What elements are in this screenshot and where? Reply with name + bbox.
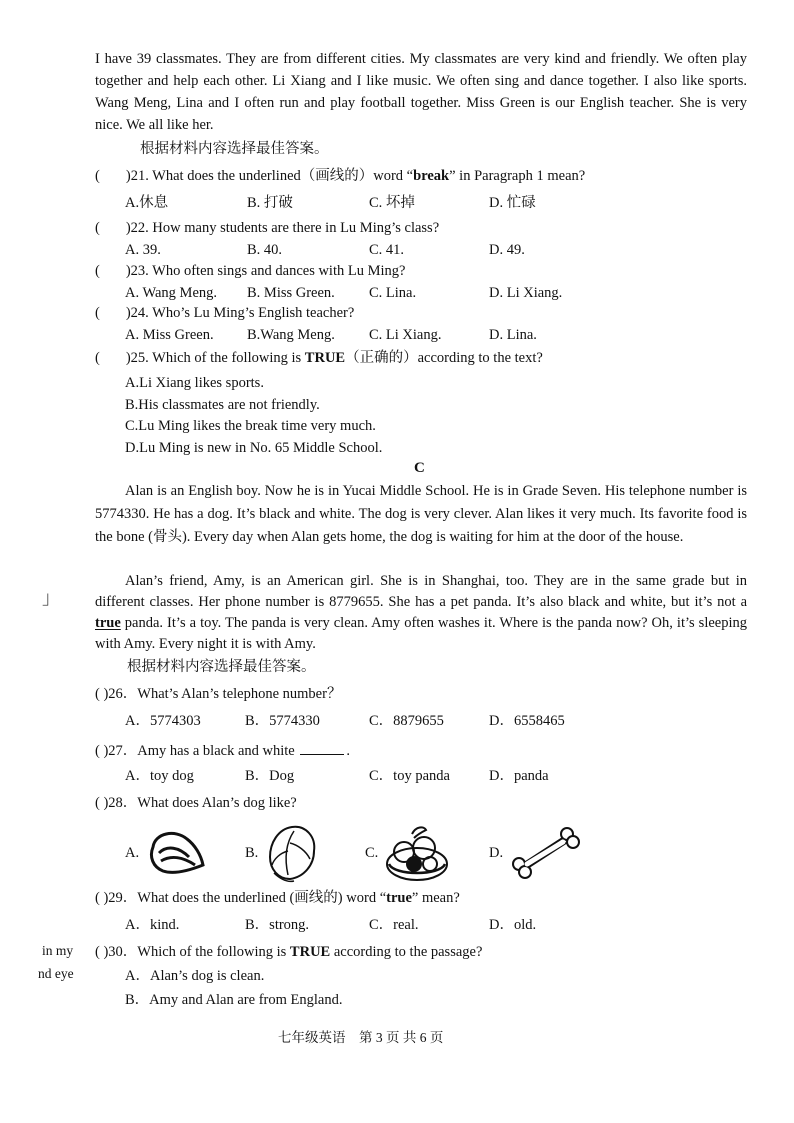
question-27-options: A．toy dog B．Dog C．toy panda D．panda xyxy=(125,768,549,784)
question-21-options: A.休息 B. 打破 C. 坏掉 D. 忙碌 xyxy=(125,195,536,211)
question-24: ( )24. Who’s Lu Ming’s English teacher? xyxy=(95,305,355,321)
margin-text-1: in my xyxy=(42,943,74,958)
option-a-meat: A. xyxy=(125,818,207,888)
bone-icon xyxy=(509,826,585,880)
question-22: ( )22. How many students are there in Lu Ming’s class? xyxy=(95,220,440,236)
margin-text-2: nd eye xyxy=(38,966,74,981)
question-22-options: A. 39. B. 40. C. 41. D. 49. xyxy=(125,242,525,258)
question-30-option-b: B．Amy and Alan are from England. xyxy=(125,992,343,1008)
question-21: ( )21. What does the underlined（画线的）word “break” in Paragraph 1 mean? xyxy=(95,168,586,184)
page-footer: 七年级英语 第 3 页 共 6 页 xyxy=(278,1030,444,1045)
steak-icon xyxy=(145,825,207,881)
margin-mark: 」 xyxy=(42,588,60,608)
question-23-options: A. Wang Meng. B. Miss Green. C. Lina. D. Li Xiang. xyxy=(125,285,563,301)
passage-c-paragraph-2: Alan’s friend, Amy, is an American girl. She is in Shanghai, too. They are in the same grade but in different classes. Her phone number is 8779655. She has a pet panda. It’s also black and white, but it’s not a true panda. It’s a toy. The panda is very clean. Amy often washes it. Where is the panda now? Oh, it’s sleeping with Amy. Every night it is with Amy. xyxy=(95,573,747,652)
question-25-option-b: B.His classmates are not friendly. xyxy=(125,397,320,413)
question-30: ( )30．Which of the following is TRUE according to the passage? xyxy=(95,944,483,960)
question-29: ( )29．What does the underlined (画线的) word “true” mean? xyxy=(95,890,460,906)
question-26: ( )26．What’s Alan’s telephone number？ xyxy=(95,686,342,702)
fruit-bowl-icon xyxy=(384,820,450,886)
cabbage-icon xyxy=(264,821,320,885)
passage-c-paragraph-1: Alan is an English boy. Now he is in Yucai Middle School. He is in Grade Seven. His telephone number is 5774330. He has a dog. It’s black and white. The dog is very clever. Alan likes it very much. Its favorite food is the bone (骨头). Every day when Alan gets home, the dog is waiting for him at the door of the house. xyxy=(95,483,747,545)
question-26-options: A．5774303 B．5774330 C．8879655 D．6558465 xyxy=(125,713,565,729)
question-23: ( )23. Who often sings and dances with Lu Ming? xyxy=(95,263,406,279)
question-29-options: A．kind. B．strong. C．real. D．old. xyxy=(125,917,537,933)
question-30-option-a: A．Alan’s dog is clean. xyxy=(125,968,265,984)
option-c-fruit-bowl: C. xyxy=(365,818,450,888)
question-28-picture-options xyxy=(125,818,595,888)
question-25-option-c: C.Lu Ming likes the break time very much. xyxy=(125,418,376,434)
question-25: ( )25. Which of the following is TRUE（正确的）according to the text? xyxy=(95,350,543,366)
instruction-c: 根据材料内容选择最佳答案。 xyxy=(127,659,316,675)
option-b-cabbage: B. xyxy=(245,818,320,888)
instruction-b: 根据材料内容选择最佳答案。 xyxy=(140,141,329,157)
question-25-option-a: A.Li Xiang likes sports. xyxy=(125,375,264,391)
question-24-options: A. Miss Green. B.Wang Meng. C. Li Xiang. D. Lina. xyxy=(125,327,537,343)
question-27: ( )27．Amy has a black and white . xyxy=(95,740,350,760)
option-d-bone: D. xyxy=(489,818,585,888)
underlined-word-true: true xyxy=(95,615,121,631)
question-28: ( )28．What does Alan’s dog like? xyxy=(95,795,297,811)
passage-b-paragraph: I have 39 classmates. They are from different cities. My classmates are very kind and friendly. We often play together and help each other. Li Xiang and I like music. We often sing and dance together. I also like sports. Wang Meng, Lina and I often run and play football together. Miss Green is our English teacher. She is very nice. We all like her. xyxy=(95,51,747,133)
question-25-option-d: D.Lu Ming is new in No. 65 Middle School. xyxy=(125,440,383,456)
section-c-heading: C xyxy=(414,460,425,476)
answer-blank xyxy=(300,740,344,755)
